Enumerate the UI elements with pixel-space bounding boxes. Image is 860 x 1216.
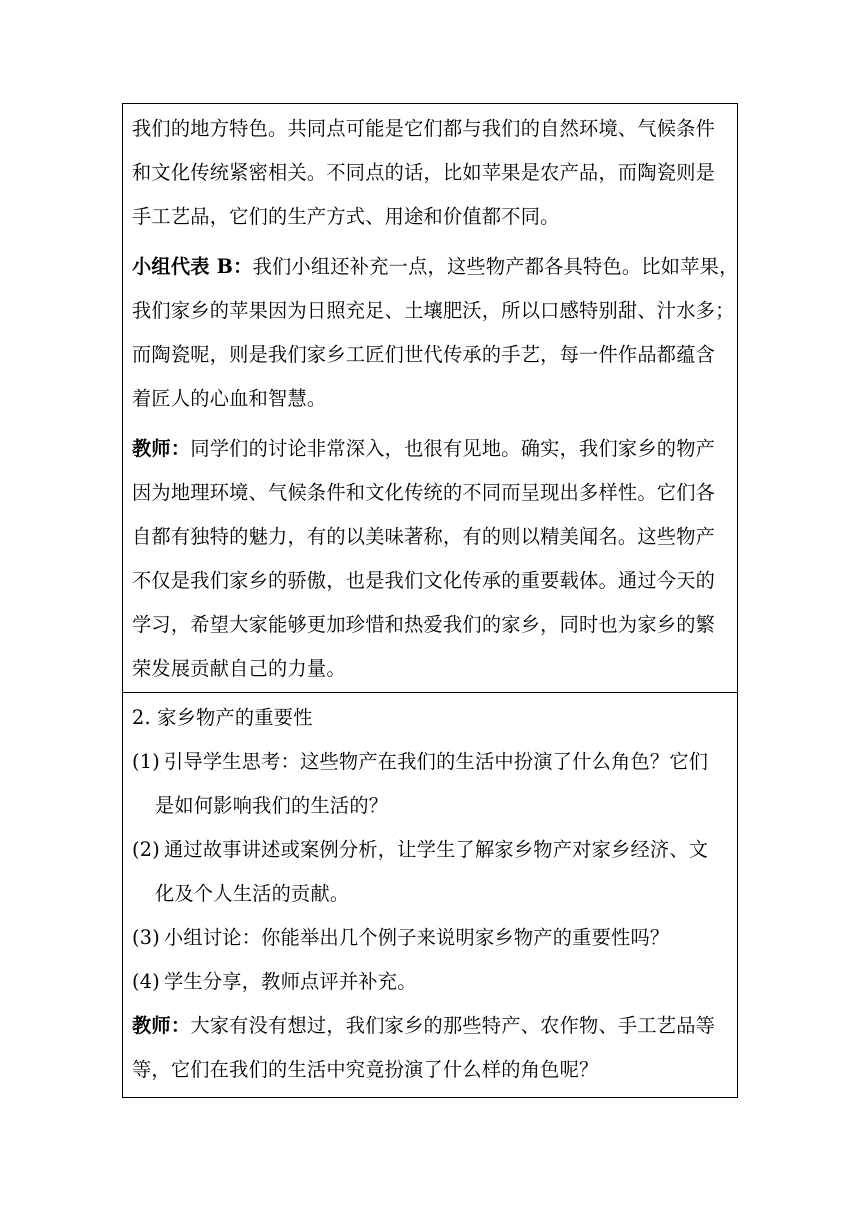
- text-line: 是如何影响我们的生活的？: [155, 794, 389, 817]
- text-line: 小组讨论：你能举出几个例子来说明家乡物产的重要性吗？: [164, 926, 670, 949]
- paragraph-similarities: [132, 107, 729, 239]
- item-number: (2): [132, 838, 160, 861]
- section-heading: 2. 家乡物产的重要性: [132, 706, 313, 729]
- text-line: 学生分享，教师点评并补充。: [164, 970, 417, 993]
- text-line: 不仅是我们家乡的骄傲，也是我们文化传承的重要载体。通过今天的: [132, 569, 716, 592]
- text-line: 学习，希望大家能够更加珍惜和热爱我们的家乡，同时也为家乡的繁: [132, 613, 716, 636]
- paragraph-teacher-summary: [132, 427, 729, 691]
- importance-cell: [123, 692, 737, 1097]
- list-item: [132, 960, 729, 1004]
- item-number: (1): [132, 750, 160, 773]
- item-number: (4): [132, 970, 160, 993]
- text-line: 教师：同学们的讨论非常深入，也很有见地。确实，我们家乡的物产: [132, 437, 716, 460]
- text-line: 因为地理环境、气候条件和文化传统的不同而呈现出多样性。它们各: [132, 481, 716, 504]
- text-line: 化及个人生活的贡献。: [155, 882, 350, 905]
- list-item: [132, 740, 729, 828]
- text-line: 和文化传统紧密相关。不同点的话，比如苹果是农产品，而陶瓷则是: [132, 161, 716, 184]
- paragraph-teacher-question: [132, 1004, 729, 1092]
- text-line: 等，它们在我们的生活中究竟扮演了什么样的角色呢？: [132, 1058, 599, 1081]
- text-line: 荣发展贡献自己的力量。: [132, 657, 346, 680]
- text-line: 我们家乡的苹果因为日照充足、土壤肥沃，所以口感特别甜、汁水多；: [132, 299, 735, 322]
- text-line: 教师：大家有没有想过，我们家乡的那些特产、农作物、手工艺品等: [132, 1014, 716, 1037]
- lesson-table: [122, 103, 738, 1098]
- text-line: 通过故事讲述或案例分析，让学生了解家乡物产对家乡经济、文: [164, 838, 709, 861]
- discussion-cell: [123, 104, 737, 692]
- text-line: 我们的地方特色。共同点可能是它们都与我们的自然环境、气候条件: [132, 117, 716, 140]
- text-line: 而陶瓷呢，则是我们家乡工匠们世代传承的手艺，每一件作品都蕴含: [132, 343, 716, 366]
- text-line: 引导学生思考：这些物产在我们的生活中扮演了什么角色？它们: [164, 750, 709, 773]
- item-number: (3): [132, 926, 160, 949]
- list-item: [132, 828, 729, 916]
- text-line: 手工艺品，它们的生产方式、用途和价值都不同。: [132, 205, 560, 228]
- list-item: [132, 916, 729, 960]
- paragraph-group-rep-b: [132, 245, 739, 421]
- speaker-label: 小组代表 B：: [132, 255, 253, 278]
- speaker-label: 教师：: [132, 1014, 191, 1037]
- speaker-label: 教师：: [132, 437, 191, 460]
- text-line: 小组代表 B：我们小组还补充一点，这些物产都各具特色。比如苹果，: [132, 255, 739, 278]
- text-line: 自都有独特的魅力，有的以美味著称，有的则以精美闻名。这些物产: [132, 525, 716, 548]
- text-line: 着匠人的心血和智慧。: [132, 387, 327, 410]
